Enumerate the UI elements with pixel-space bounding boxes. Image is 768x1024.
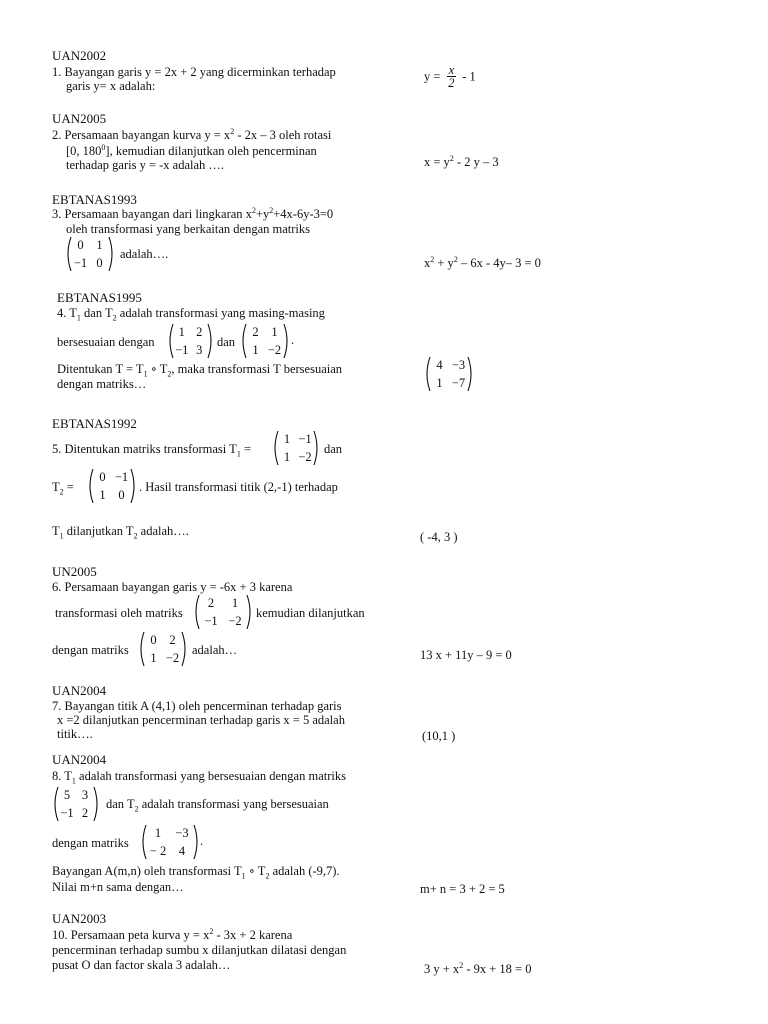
q2-line-2-b: ], kemudian dilanjutkan oleh pencerminan bbox=[105, 144, 317, 158]
q1-source: UAN2002 bbox=[52, 48, 107, 63]
q3-after-matrix: adalah…. bbox=[120, 247, 169, 261]
q8-line-4-sub-2: 2 bbox=[265, 871, 270, 881]
q10-line-3: pusat O dan factor skala 3 adalah… bbox=[52, 958, 231, 972]
q10-answer-b: - 9x + 18 = 0 bbox=[463, 962, 532, 976]
q1-answer-fraction bbox=[447, 64, 457, 89]
q6-line-3-a: dengan matriks bbox=[52, 643, 129, 657]
q10-line-1 bbox=[52, 928, 292, 942]
matrix-cell: 4 bbox=[436, 358, 443, 372]
q1-answer-prefix: y = bbox=[424, 69, 444, 84]
q10-line-2: pencerminan terhadap sumbu x dilanjutkan dilatasi dengan bbox=[52, 943, 347, 957]
q3-answer-a: x bbox=[424, 256, 431, 270]
q4-line-1-sub-1: 1 bbox=[76, 313, 81, 323]
right-paren bbox=[247, 595, 250, 629]
q4-line-1-b: dan T bbox=[80, 306, 113, 320]
matrix-cell: −2 bbox=[228, 614, 242, 628]
q5-line-2-c: . Hasil transformasi titik (2,-1) terhadap bbox=[139, 480, 338, 494]
q5-line-1 bbox=[52, 442, 251, 459]
q4-source: EBTANAS1995 bbox=[57, 290, 142, 305]
q5-line-3-b: dilanjutkan T bbox=[63, 524, 134, 538]
matrix-cell: 2 bbox=[81, 806, 89, 820]
matrix-cell: 1 bbox=[283, 450, 291, 464]
matrix-cell: 1 bbox=[252, 343, 259, 357]
right-paren bbox=[208, 324, 211, 358]
q5-answer: ( -4, 3 ) bbox=[420, 530, 458, 544]
q5-line-3 bbox=[52, 524, 189, 541]
q8-line-5: Nilai m+n sama dengan… bbox=[52, 880, 184, 894]
q2-line-2-sup: 0 bbox=[101, 142, 106, 152]
q10-line-1-a: 10. Persamaan peta kurva y = x bbox=[52, 928, 210, 942]
matrix-cell: 2 bbox=[169, 633, 176, 647]
q6-line-2-a: transformasi oleh matriks bbox=[55, 606, 183, 620]
q3-line-1-b: +y bbox=[255, 207, 270, 221]
q3-answer-sup-1: 2 bbox=[430, 254, 435, 264]
q5-line-3-c: adalah…. bbox=[137, 524, 189, 538]
q2-line-2 bbox=[66, 144, 317, 158]
q4-line-2-c: . bbox=[291, 333, 295, 347]
q8-line-1-a: 8. T bbox=[52, 769, 72, 783]
q5-matrix-1 bbox=[272, 430, 320, 466]
q8-line-4-c: adalah (-9,7). bbox=[269, 864, 340, 878]
q4-answer-matrix bbox=[424, 356, 474, 392]
q10-source: UAN2003 bbox=[52, 911, 107, 926]
q5-line-1-sub: 1 bbox=[236, 449, 241, 459]
matrix-cell: −1 bbox=[60, 806, 74, 820]
matrix-cell: −1 bbox=[73, 256, 88, 270]
matrix-cell: 0 bbox=[99, 470, 106, 484]
q4-line-3 bbox=[57, 362, 343, 379]
matrix-cell: 1 bbox=[154, 826, 162, 840]
q3-line-1 bbox=[52, 207, 333, 221]
q8-line-2 bbox=[106, 797, 329, 814]
q6-matrix-1 bbox=[193, 594, 253, 630]
matrix-cell: 5 bbox=[63, 788, 71, 802]
q3-line-2: oleh transformasi yang berkaitan dengan matriks bbox=[66, 222, 311, 236]
matrix-cell: −1 bbox=[204, 614, 218, 628]
matrix-cell: −2 bbox=[267, 343, 282, 357]
matrix-cell: 1 bbox=[96, 238, 103, 252]
matrix-cell: 1 bbox=[283, 432, 291, 446]
q8-line-3-b: . bbox=[200, 834, 204, 848]
q2-line-2-a: [0, 180 bbox=[66, 144, 102, 158]
q8-line-2-b: adalah transformasi yang bersesuaian bbox=[138, 797, 329, 811]
q5-line-2 bbox=[52, 480, 74, 497]
q1-answer-numerator: x bbox=[448, 63, 455, 77]
q5-line-2-a: T bbox=[52, 480, 60, 494]
q3-line-1-sup-1: 2 bbox=[251, 205, 256, 215]
matrix-cell: 1 bbox=[436, 376, 443, 390]
q10-answer-a: 3 y + x bbox=[424, 962, 460, 976]
matrix-cell: −1 bbox=[175, 343, 189, 357]
q7-line-1: 7. Bayangan titik A (4,1) oleh pencerminan terhadap garis bbox=[52, 699, 342, 713]
matrix-cell: −1 bbox=[298, 432, 312, 446]
matrix-cell: −2 bbox=[298, 450, 312, 464]
q1-answer-denominator: 2 bbox=[448, 76, 455, 90]
q8-line-2-a: dan T bbox=[106, 797, 135, 811]
q2-answer bbox=[424, 155, 499, 169]
q6-line-3-b: adalah… bbox=[192, 643, 238, 657]
q3-answer-c: – 6x - 4y– 3 = 0 bbox=[457, 256, 541, 270]
q3-answer-b: + y bbox=[434, 256, 454, 270]
q8-line-4-a: Bayangan A(m,n) oleh transformasi T bbox=[52, 864, 242, 878]
q4-line-3-a: Ditentukan T = T bbox=[57, 362, 144, 376]
matrix-cell: 0 bbox=[150, 633, 157, 647]
q1-answer-suffix: - 1 bbox=[459, 69, 476, 84]
q5-line-2-b: = bbox=[63, 480, 74, 494]
q7-source: UAN2004 bbox=[52, 683, 107, 698]
right-paren bbox=[314, 431, 317, 465]
q8-line-3-a: dengan matriks bbox=[52, 836, 129, 850]
q5-line-2-sub: 2 bbox=[59, 487, 64, 497]
matrix-cell: 3 bbox=[81, 788, 89, 802]
q6-line-2-b: kemudian dilanjutkan bbox=[256, 606, 365, 620]
q2-line-1 bbox=[52, 128, 331, 142]
q4-matrix-1 bbox=[167, 323, 214, 359]
q2-source: UAN2005 bbox=[52, 111, 107, 126]
q5-line-3-a: T bbox=[52, 524, 60, 538]
matrix-cell: 4 bbox=[178, 844, 186, 858]
matrix-cell: −7 bbox=[451, 376, 466, 390]
matrix-cell: 0 bbox=[77, 238, 84, 252]
matrix-cell: − 2 bbox=[149, 844, 167, 858]
q3-line-1-a: 3. Persamaan bayangan dari lingkaran x bbox=[52, 207, 252, 221]
q7-line-3: titik…. bbox=[57, 727, 93, 741]
matrix-cell: 0 bbox=[96, 256, 103, 270]
q5-matrix-2 bbox=[87, 468, 137, 504]
q4-line-4: dengan matriks… bbox=[57, 377, 147, 391]
matrix-cell: 0 bbox=[118, 488, 125, 502]
q10-line-1-b: - 3x + 2 karena bbox=[213, 928, 293, 942]
q7-line-2: x =2 dilanjutkan pencerminan terhadap garis x = 5 adalah bbox=[57, 713, 345, 727]
q8-source: UAN2004 bbox=[52, 752, 107, 767]
q1-answer bbox=[424, 64, 476, 89]
matrix-cell: −2 bbox=[165, 651, 180, 665]
q2-answer-b: - 2 y – 3 bbox=[453, 155, 499, 169]
q5-line-1-c: dan bbox=[324, 442, 343, 456]
matrix-cell: −1 bbox=[114, 470, 129, 484]
q2-answer-a: x = y bbox=[424, 155, 450, 169]
q3-line-1-c: +4x-6y-3=0 bbox=[273, 207, 334, 221]
matrix-cell: 1 bbox=[231, 596, 239, 610]
matrix-cell: 1 bbox=[271, 325, 278, 339]
q10-answer-sup: 2 bbox=[459, 960, 464, 970]
q1-line-1: 1. Bayangan garis y = 2x + 2 yang dicerminkan terhadap bbox=[52, 65, 336, 79]
q4-line-1 bbox=[57, 306, 325, 323]
q3-matrix bbox=[65, 236, 115, 272]
q5-line-1-b: = bbox=[240, 442, 251, 456]
q8-line-1 bbox=[52, 769, 346, 786]
q6-line-1: 6. Persamaan bayangan garis y = -6x + 3 karena bbox=[52, 580, 293, 594]
q3-source: EBTANAS1993 bbox=[52, 192, 137, 207]
q8-answer: m+ n = 3 + 2 = 5 bbox=[420, 882, 505, 896]
q2-line-3: terhadap garis y = -x adalah …. bbox=[66, 158, 225, 172]
q4-line-2-a: bersesuaian dengan bbox=[57, 335, 155, 349]
q5-line-3-sub-1: 1 bbox=[59, 531, 64, 541]
q4-line-3-sub-1: 1 bbox=[143, 369, 148, 379]
q8-line-4 bbox=[52, 864, 340, 881]
right-paren bbox=[94, 787, 97, 821]
q1-line-2: garis y= x adalah: bbox=[66, 79, 156, 93]
matrix-cell: 3 bbox=[196, 343, 203, 357]
matrix-cell: −3 bbox=[451, 358, 466, 372]
right-paren bbox=[182, 632, 185, 666]
q6-source: UN2005 bbox=[52, 564, 97, 579]
q6-matrix-2 bbox=[138, 631, 188, 667]
q3-line-1-sup-2: 2 bbox=[269, 205, 274, 215]
q4-line-3-sub-2: 2 bbox=[167, 369, 172, 379]
matrix-cell: −3 bbox=[175, 826, 189, 840]
q4-line-3-b: ∘ T bbox=[147, 362, 168, 376]
q6-answer: 13 x + 11y – 9 = 0 bbox=[420, 648, 512, 662]
q4-matrix-2 bbox=[240, 323, 290, 359]
q10-answer bbox=[424, 962, 531, 976]
q2-line-1-b: - 2x – 3 oleh rotasi bbox=[234, 128, 332, 142]
right-paren bbox=[468, 357, 471, 391]
matrix-cell: 1 bbox=[150, 651, 157, 665]
q8-line-4-sub-1: 1 bbox=[241, 871, 246, 881]
q2-line-1-sup: 2 bbox=[230, 126, 235, 136]
q5-line-1-a: 5. Ditentukan matriks transformasi T bbox=[52, 442, 237, 456]
q4-line-1-a: 4. T bbox=[57, 306, 77, 320]
q5-line-3-sub-2: 2 bbox=[133, 531, 138, 541]
q8-line-1-sub: 1 bbox=[71, 776, 76, 786]
right-paren bbox=[194, 825, 197, 859]
q10-line-1-sup: 2 bbox=[209, 926, 214, 936]
q8-line-4-b: ∘ T bbox=[245, 864, 266, 878]
q5-source: EBTANAS1992 bbox=[52, 416, 137, 431]
q8-matrix-1 bbox=[52, 786, 100, 822]
right-paren bbox=[284, 324, 287, 358]
q2-line-1-a: 2. Persamaan bayangan kurva y = x bbox=[52, 128, 231, 142]
q4-line-1-c: adalah transformasi yang masing-masing bbox=[116, 306, 325, 320]
q4-line-3-c: , maka transformasi T bersesuaian bbox=[171, 362, 343, 376]
matrix-cell: 1 bbox=[99, 488, 106, 502]
right-paren bbox=[109, 237, 112, 271]
q8-line-2-sub: 2 bbox=[134, 804, 139, 814]
q8-matrix-2 bbox=[140, 824, 200, 860]
q4-line-1-sub-2: 2 bbox=[112, 313, 117, 323]
q2-answer-sup: 2 bbox=[449, 153, 454, 163]
q3-answer-sup-2: 2 bbox=[453, 254, 458, 264]
q4-line-2-b: dan bbox=[217, 335, 236, 349]
matrix-cell: 1 bbox=[178, 325, 185, 339]
matrix-cell: 2 bbox=[196, 325, 203, 339]
matrix-cell: 2 bbox=[207, 596, 215, 610]
q7-answer: (10,1 ) bbox=[422, 729, 456, 743]
q8-line-1-b: adalah transformasi yang bersesuaian dengan matriks bbox=[75, 769, 346, 783]
matrix-cell: 2 bbox=[252, 325, 259, 339]
right-paren bbox=[131, 469, 134, 503]
q3-answer bbox=[424, 256, 541, 270]
